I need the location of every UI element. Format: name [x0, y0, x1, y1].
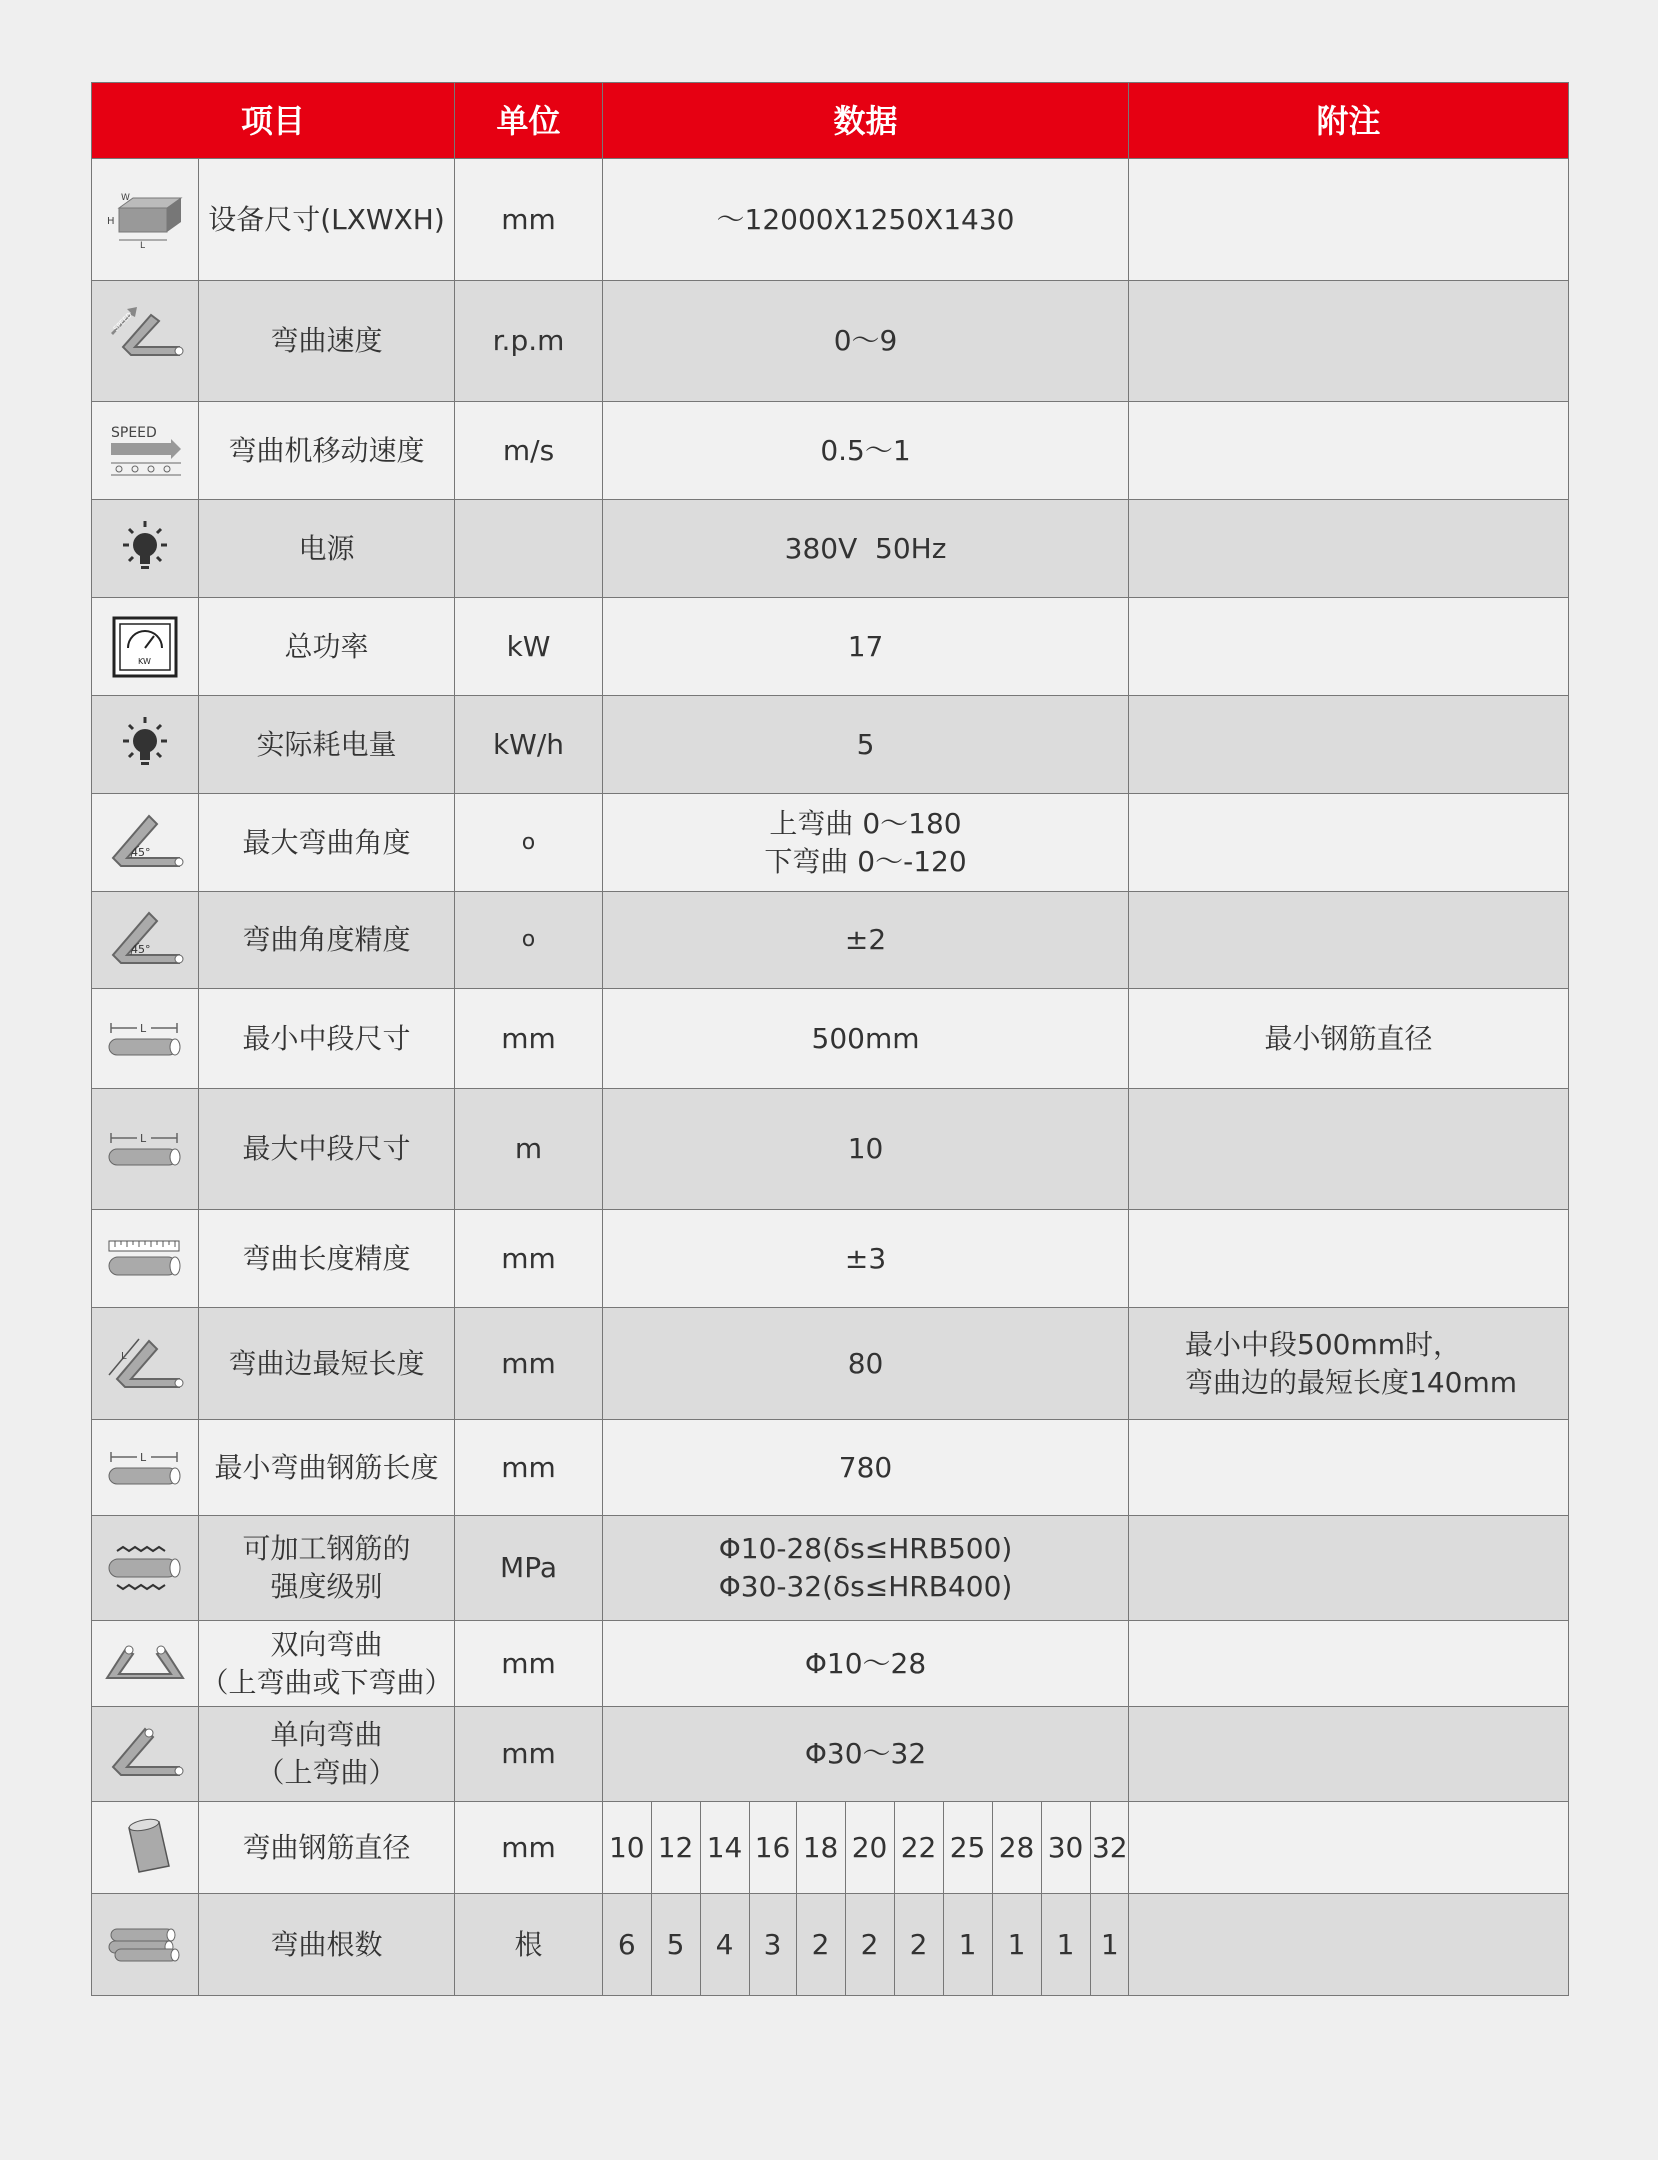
table-row	[92, 1420, 1569, 1516]
row-name: 电源	[199, 500, 455, 598]
name-line: 强度级别	[270, 1570, 383, 1603]
table-row	[92, 402, 1569, 500]
value-line: Φ10-28(δs≤HRB500)	[718, 1532, 1013, 1565]
svg-text:L: L	[140, 240, 146, 250]
row-note	[1129, 159, 1569, 281]
header-data: 数据	[603, 83, 1129, 159]
count-grid	[603, 1894, 1129, 1995]
table-row	[92, 281, 1569, 402]
row-value: Φ10～28	[603, 1621, 1129, 1707]
count-cell: 2	[796, 1894, 845, 1995]
row-name: 弯曲根数	[199, 1894, 455, 1996]
row-name: 弯曲长度精度	[199, 1210, 455, 1308]
note-line: 最小中段500mm时，	[1185, 1327, 1462, 1361]
row-unit: m	[455, 1089, 603, 1210]
row-name: 弯曲角度精度	[199, 892, 455, 989]
svg-text:L: L	[140, 1021, 147, 1035]
diameter-cell: 14	[700, 1802, 749, 1893]
row-note	[1129, 402, 1569, 500]
double-bend-icon	[92, 1621, 199, 1707]
name-line: （上弯曲）	[256, 1756, 397, 1789]
row-note	[1129, 892, 1569, 989]
svg-text:L: L	[121, 1350, 127, 1362]
count-cell: 2	[845, 1894, 894, 1995]
svg-text:KW: KW	[138, 656, 151, 666]
table-row	[92, 1802, 1569, 1894]
row-note: 最小钢筋直径	[1129, 989, 1569, 1089]
diameter-cell: 30	[1041, 1802, 1090, 1893]
row-note	[1129, 1894, 1569, 1996]
diameter-cell: 18	[796, 1802, 845, 1893]
header-unit: 单位	[455, 83, 603, 159]
row-unit: 根	[455, 1894, 603, 1996]
table-header	[92, 83, 1569, 159]
row-name: 弯曲边最短长度	[199, 1308, 455, 1420]
row-note	[1129, 598, 1569, 696]
row-unit	[455, 500, 603, 598]
table-row	[92, 892, 1569, 989]
svg-text:45°: 45°	[131, 845, 151, 859]
row-note	[1129, 1420, 1569, 1516]
row-value: ±2	[603, 892, 1129, 989]
row-value: 500mm	[603, 989, 1129, 1089]
row-unit: o	[455, 794, 603, 892]
diameter-cell: 22	[894, 1802, 943, 1893]
bar-length-icon	[92, 989, 199, 1089]
row-name	[199, 1516, 455, 1621]
row-note	[1129, 1621, 1569, 1707]
single-bend-icon	[92, 1707, 199, 1802]
row-note	[1129, 281, 1569, 402]
row-unit: mm	[455, 1707, 603, 1802]
count-cell: 4	[700, 1894, 749, 1995]
row-name: 弯曲速度	[199, 281, 455, 402]
row-unit: mm	[455, 159, 603, 281]
name-line: 双向弯曲	[270, 1627, 383, 1661]
row-note	[1129, 1308, 1569, 1420]
value-line: Φ30-32(δs≤HRB400)	[718, 1570, 1013, 1603]
row-name: 最大弯曲角度	[199, 794, 455, 892]
row-unit: mm	[455, 989, 603, 1089]
row-name: 总功率	[199, 598, 455, 696]
diameter-cell: 20	[845, 1802, 894, 1893]
bend-angle-icon	[92, 794, 199, 892]
move-speed-icon	[92, 402, 199, 500]
table-row	[92, 500, 1569, 598]
count-cell: 1	[943, 1894, 992, 1995]
table-row	[92, 696, 1569, 794]
svg-text:H: H	[107, 215, 115, 227]
row-name	[199, 1621, 455, 1707]
row-unit: kW/h	[455, 696, 603, 794]
rebar-strength-icon	[92, 1516, 199, 1621]
row-value: ±3	[603, 1210, 1129, 1308]
row-note	[1129, 794, 1569, 892]
row-value: 0～9	[603, 281, 1129, 402]
svg-text:L: L	[140, 1132, 147, 1145]
table-row	[92, 1308, 1569, 1420]
spec-table	[91, 82, 1569, 1996]
table-row	[92, 598, 1569, 696]
svg-text:W: W	[121, 192, 130, 203]
row-name	[199, 1707, 455, 1802]
row-value: 5	[603, 696, 1129, 794]
row-value: 0.5～1	[603, 402, 1129, 500]
row-unit: o	[455, 892, 603, 989]
value-line: 下弯曲 0～-120	[764, 844, 967, 878]
table-row	[92, 1621, 1569, 1707]
count-cell: 1	[1090, 1894, 1129, 1995]
row-unit: mm	[455, 1308, 603, 1420]
row-note	[1129, 1210, 1569, 1308]
count-cell: 5	[651, 1894, 700, 1995]
row-unit: mm	[455, 1210, 603, 1308]
row-value: 80	[603, 1308, 1129, 1420]
header-item: 项目	[92, 83, 455, 159]
diameter-cell: 10	[608, 1830, 645, 1864]
table-row	[92, 1210, 1569, 1308]
dimension-box-icon	[92, 159, 199, 281]
lightbulb-icon	[92, 500, 199, 598]
row-name: 弯曲机移动速度	[199, 402, 455, 500]
count-cell: 1	[992, 1894, 1041, 1995]
diameter-grid	[603, 1802, 1129, 1893]
bend-edge-icon	[92, 1308, 199, 1420]
name-line: （上弯曲或下弯曲）	[200, 1665, 453, 1699]
row-name: 最大中段尺寸	[199, 1089, 455, 1210]
table-row	[92, 1707, 1569, 1802]
row-note	[1129, 696, 1569, 794]
diameter-cell: 12	[651, 1802, 700, 1893]
row-value: Φ30～32	[603, 1707, 1129, 1802]
count-cell: 3	[749, 1894, 796, 1995]
svg-text:L: L	[140, 1450, 147, 1464]
table-row	[92, 1516, 1569, 1621]
row-value: 17	[603, 598, 1129, 696]
name-line: 单向弯曲	[270, 1718, 383, 1751]
diameter-cell: 25	[943, 1802, 992, 1893]
table-row	[92, 1089, 1569, 1210]
row-value: ～12000X1250X1430	[603, 159, 1129, 281]
diameter-values	[603, 1802, 1129, 1894]
spec-table-container	[91, 82, 1568, 1996]
row-note	[1129, 500, 1569, 598]
table-row	[92, 794, 1569, 892]
bend-speed-icon	[92, 281, 199, 402]
power-meter-icon	[92, 598, 199, 696]
svg-text:45°: 45°	[131, 943, 151, 956]
row-value	[603, 1516, 1129, 1621]
row-note	[1129, 1707, 1569, 1802]
row-unit: mm	[455, 1802, 603, 1894]
name-line: 可加工钢筋的	[242, 1532, 411, 1565]
svg-text:SPEED: SPEED	[111, 424, 157, 441]
row-value: 10	[603, 1089, 1129, 1210]
diameter-cell: 28	[992, 1802, 1041, 1893]
note-line: 弯曲边的最短长度140mm	[1185, 1365, 1518, 1399]
row-note	[1129, 1516, 1569, 1621]
ruler-bar-icon	[92, 1210, 199, 1308]
count-cell: 1	[1041, 1894, 1090, 1995]
row-name: 最小弯曲钢筋长度	[199, 1420, 455, 1516]
rebar-bundle-icon	[92, 1894, 199, 1996]
bar-length-icon	[92, 1089, 199, 1210]
diameter-cell: 16	[749, 1802, 796, 1893]
row-unit: mm	[455, 1420, 603, 1516]
rebar-cylinder-icon	[92, 1802, 199, 1894]
count-values	[603, 1894, 1129, 1996]
row-unit: r.p.m	[455, 281, 603, 402]
row-name: 设备尺寸(LXWXH)	[199, 159, 455, 281]
row-unit: m/s	[455, 402, 603, 500]
row-value	[603, 794, 1129, 892]
row-value: 780	[603, 1420, 1129, 1516]
row-unit: MPa	[455, 1516, 603, 1621]
svg-text:SPEED: SPEED	[111, 311, 134, 333]
row-name: 实际耗电量	[199, 696, 455, 794]
row-note	[1129, 1802, 1569, 1894]
bar-length-icon	[92, 1420, 199, 1516]
count-cell: 2	[894, 1894, 943, 1995]
table-row	[92, 1894, 1569, 1996]
header-note: 附注	[1129, 83, 1569, 159]
row-name: 弯曲钢筋直径	[199, 1802, 455, 1894]
row-note	[1129, 1089, 1569, 1210]
table-row	[92, 159, 1569, 281]
lightbulb-icon	[92, 696, 199, 794]
value-line: 上弯曲 0～180	[769, 806, 962, 840]
count-cell: 6	[617, 1927, 636, 1961]
table-row	[92, 989, 1569, 1089]
row-unit: mm	[455, 1621, 603, 1707]
bend-angle-icon	[92, 892, 199, 989]
row-value: 380V 50Hz	[603, 500, 1129, 598]
diameter-cell: 32	[1090, 1802, 1129, 1893]
row-unit: kW	[455, 598, 603, 696]
row-name: 最小中段尺寸	[199, 989, 455, 1089]
